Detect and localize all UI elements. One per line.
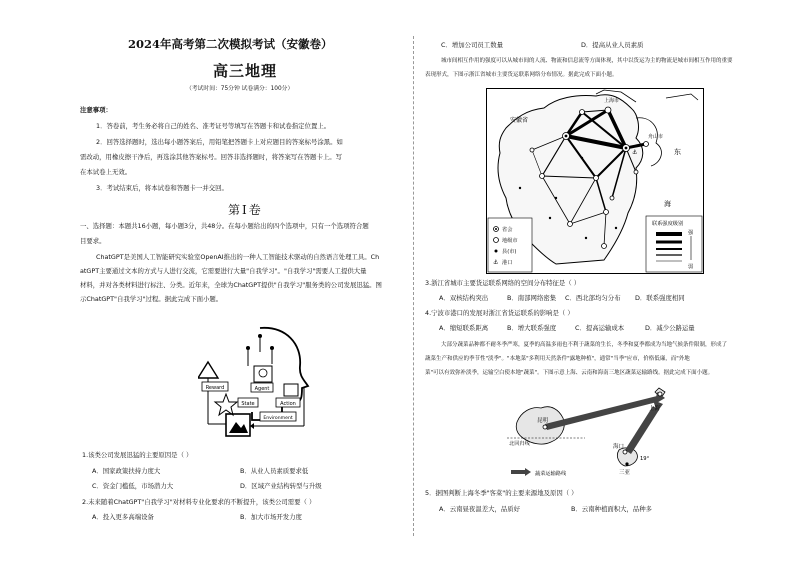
passage2-line-1: 城市间相互作用的强度可以从城市间的人流、物流和信息流等方面体现，其中以货运为主的物流是城市间相互作用的重要 <box>441 58 733 64</box>
legend-weak: 弱 <box>688 264 694 270</box>
fig3-label-lat: 19° <box>640 456 650 462</box>
vegetable-route-figure <box>507 384 677 482</box>
exam-meta: （考试时间：75分钟 试卷满分：100分） <box>186 86 294 92</box>
note-1: 1．答卷前，考生务必将自己的姓名、准考证号等填写在答题卡和试卷指定位置上。 <box>96 122 331 130</box>
passage3-line-2: 蔬菜生产和供应的季节性"淡季"。"本地菜"多利用天然条件"露地种植"，通常"当季"应市，价格低廉，而"外地 <box>425 356 690 362</box>
passage1-line-2: atGPT主要通过文本的方式与人进行交流，它需要进行大量"自我学习"。"自我学习"需要人工提供大量 <box>80 267 367 275</box>
fig3-label-kunming: 昆明 <box>537 418 549 424</box>
q5-option-a[interactable]: A．云南昼夜温差大，品质好 <box>439 505 521 513</box>
fig3-label-haikou: 海口 <box>613 444 625 450</box>
q2-option-a[interactable]: A．投入更多高端设备 <box>92 513 154 521</box>
map-label-zhoushan: 舟山市 <box>648 134 664 140</box>
q2-option-b[interactable]: B．加大市场开发力度 <box>240 513 302 521</box>
legend-strong: 强 <box>688 230 694 236</box>
reward-label: Reward <box>205 385 225 391</box>
environment-label: Environment <box>263 416 293 421</box>
exam-title: 2024年高考第二次模拟考试（安徽卷） <box>128 37 333 51</box>
q2-stem: 2.未来随着ChatGPT"自我学习"对材料专业化要求的不断提升，该类公司需要（ ） <box>82 498 316 506</box>
map-label-shanghai: 上海市 <box>604 98 620 104</box>
column-divider <box>413 36 414 536</box>
passage1-line-4: 示ChatGPT"自我学习"过程。据此完成下面小题。 <box>80 295 223 303</box>
q2-option-d[interactable]: D．提高从业人员素质 <box>581 41 644 49</box>
fig3-legend-route: 蔬菜运输路线 <box>535 471 567 477</box>
note-2-end: 在本试卷上无效。 <box>80 168 132 176</box>
action-label: Action <box>280 401 296 407</box>
q3-option-b[interactable]: B．南部网络密集 <box>507 294 557 302</box>
q1-option-a[interactable]: A．国家政策扶持力度大 <box>92 467 161 475</box>
section-instructions-1: 一、选择题：本题共16小题，每小题3分，共48分。在每小题给出的四个选项中，只有一个选项符合题 <box>80 222 369 230</box>
q1-option-c[interactable]: C．资金门槛低，市场潜力大 <box>92 482 174 490</box>
agent-label: Agent <box>254 386 270 392</box>
legend-city: 地级市 <box>502 238 518 244</box>
fig3-label-tropic: 北回归线 <box>509 441 530 447</box>
passage3-line-3: 菜"可以有效弥补淡季，运输空白使本地"蔬菜"。下图示意上海、云南和海南三地区蔬菜运输路线。据此完成下面小题。 <box>425 370 714 376</box>
map-label-anhui: 安徽省 <box>510 117 529 124</box>
chatgpt-learning-figure <box>198 322 322 440</box>
map-label-sea: 海 <box>664 200 671 208</box>
note-3: 3．考试结束后，将本试卷和答题卡一并交回。 <box>96 184 228 192</box>
q3-option-d[interactable]: D．联系强度相同 <box>635 294 685 302</box>
q4-option-b[interactable]: B．增大联系强度 <box>507 324 557 332</box>
q4-option-c[interactable]: C．提高运输成本 <box>575 324 625 332</box>
q3-option-a[interactable]: A．双核结构突出 <box>439 294 489 302</box>
q1-option-d[interactable]: D．区域产业结构转型与升级 <box>240 482 322 490</box>
passage3-line-1: 大部分蔬菜品种都不耐冬季严寒，夏季的高温多雨也不利于蔬菜的生长，冬季和夏季都成为当地气候条件限制，形成了 <box>441 342 728 348</box>
subject-title: 高三地理 <box>213 62 278 80</box>
legend-capital: 省会 <box>502 227 513 233</box>
legend-port: 港口 <box>502 260 513 266</box>
q3-option-c[interactable]: C．西北部均匀分布 <box>565 294 621 302</box>
section-instructions-2: 目要求。 <box>80 237 106 245</box>
zhejiang-freight-map <box>486 88 704 274</box>
note-2-cont: 需改动，用橡皮擦干净后，再选涂其他答案标号。回答非选择题时，将答案写在答题卡上。写 <box>80 153 343 161</box>
q2-option-c[interactable]: C．增加公司员工数量 <box>441 41 503 49</box>
q5-stem: 5．据图判断上海冬季"客菜"的主要来源地及原因（ ） <box>425 489 578 497</box>
legend-city-icon <box>494 238 499 243</box>
passage1-line-1: ChatGPT是美国人工智能研究实验室OpenAI推出的一种人工智能技术驱动的自然语言处理工具。Ch <box>96 253 380 261</box>
legend-port-icon: ⚓ <box>493 259 499 266</box>
passage1-line-3: 材料，并对各类材料进行标注、分类。近年来，全球为ChatGPT提供"自我学习"服务类的公司发展迅猛。图 <box>80 281 382 289</box>
passage2-line-2: 表现形式，下图示浙江省城市主要货运联系网络分布情况。据此完成下面小题。 <box>425 72 618 78</box>
legend-county-icon <box>495 250 498 253</box>
section-title: 第Ⅰ卷 <box>228 203 263 217</box>
legend-county: 县(市) <box>502 249 517 255</box>
q3-stem: 3.浙江省城市主要货运联系网络的空间分布特征是（ ） <box>425 279 581 287</box>
q4-option-a[interactable]: A．缩短联系距离 <box>439 324 489 332</box>
legend-strength-title: 联系强度级别 <box>652 221 684 227</box>
note-2: 2．回答选择题时，选出每小题答案后，用铅笔把答题卡上对应题目的答案标号涂黑。如 <box>96 138 343 146</box>
q1-stem: 1.该类公司发展迅猛的主要原因是（ ） <box>82 451 193 459</box>
notes-heading: 注意事项： <box>80 106 112 114</box>
q4-option-d[interactable]: D．减少公路运量 <box>645 324 695 332</box>
q1-option-b[interactable]: B．从业人员素质要求低 <box>240 467 309 475</box>
fig3-label-sanya: 三亚 <box>619 470 631 476</box>
ningbo-port-icon: ⚓ <box>632 149 638 156</box>
q5-option-b[interactable]: B．云南种植面积大，品种多 <box>571 505 653 513</box>
state-label: State <box>241 401 255 407</box>
q4-stem: 4.宁波市港口的发展对浙江省货运联系的影响是（ ） <box>425 309 574 317</box>
map-label-east: 东 <box>674 148 681 156</box>
fig3-label-shanghai: 上海 <box>649 406 661 412</box>
